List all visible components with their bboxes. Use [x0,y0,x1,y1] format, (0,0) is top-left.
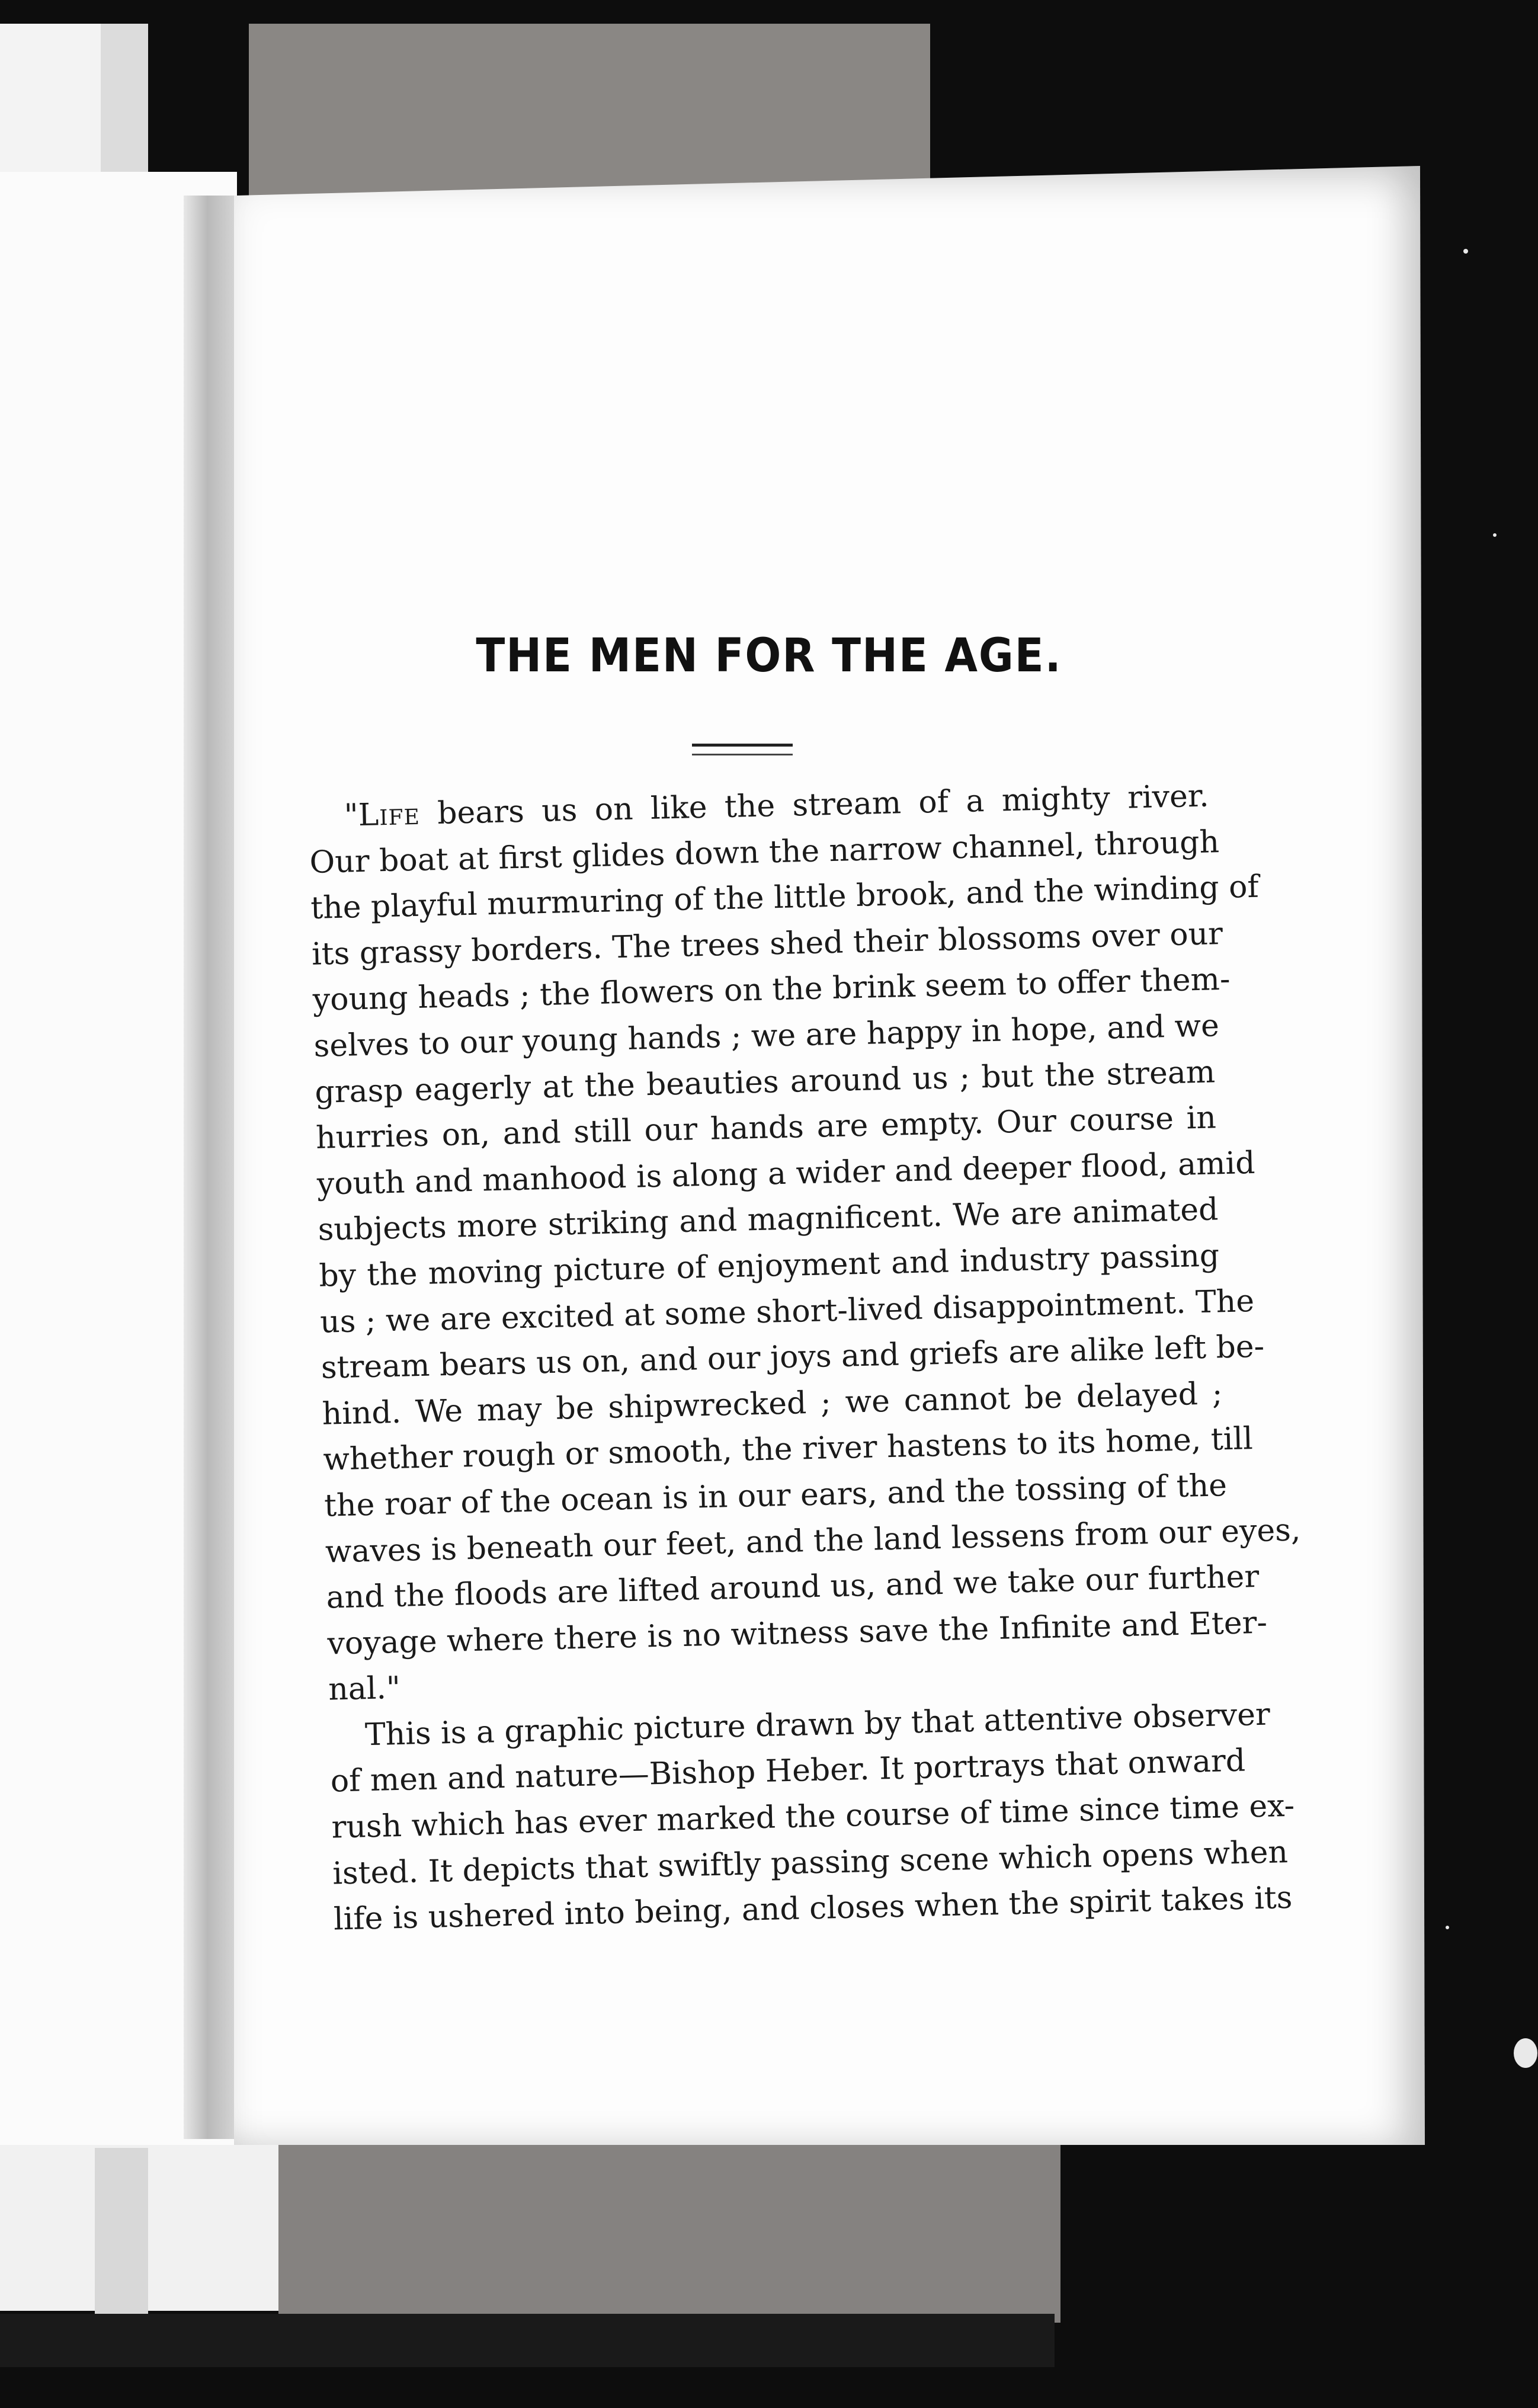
opening-quote: " [344,798,359,834]
bottom-dark-band [0,2314,1055,2367]
text-line: nal." [328,1670,401,1708]
text-line: Our boat at first glides down the narrow channel, through [309,824,1220,880]
chapter-title: THE MEN FOR THE AGE. [476,629,1062,683]
text-line: young heads ; the flowers on the brink seem to offer them- [312,962,1231,1019]
text-line: waves is beneath our feet, and the land lessens from our eyes, [325,1512,1301,1570]
text-line: rush which has ever marked the course of time since time ex- [331,1788,1295,1846]
backing-board-top [249,24,930,201]
text-line: stream bears us on, and our joys and griefs are alike left be- [321,1328,1265,1386]
text-line: youth and manhood is along a wider and deeper flood, amid [316,1145,1256,1202]
text-line: grasp eagerly at the beauties around us ; but the stream [314,1054,1216,1110]
paragraph-1 [309,819,1301,1713]
text-line: hind. We may be shipwrecked ; we cannot be delayed ; [322,1375,1223,1432]
drop-word: Life [358,796,421,834]
dust-speck [1493,533,1497,537]
page-body [308,774,1301,1943]
text-line: isted. It depicts that swiftly passing scene which opens when [332,1834,1289,1892]
text-line: us ; we are excited at some short-lived disappointment. The [319,1283,1255,1340]
dust-speck [1463,249,1468,254]
text-line: the playful murmuring of the little brook, and the winding of [310,869,1260,927]
title-rule [692,744,793,755]
text-line: voyage where there is no witness save the Infinite and Eter- [326,1605,1268,1662]
backing-board-bottom [278,2145,1060,2323]
text-line: life is ushered into being, and closes when the spirit takes its [333,1880,1293,1938]
left-page-strip-bottom [95,2148,148,2314]
book-gutter-fold [184,196,237,2139]
text-line: the roar of the ocean is in our ears, and the tossing of the [323,1468,1228,1524]
text-line: its grassy borders. The trees shed their blossoms over our [311,915,1223,972]
left-page-strip-top [101,24,148,184]
text-line: by the moving picture of enjoyment and industry passing [318,1238,1220,1294]
text-line: whether rough or smooth, the river hastens to its home, till [322,1421,1254,1478]
text-line: hurries on, and still our hands are empty. Our course in [315,1100,1217,1156]
dust-speck [1446,1926,1449,1929]
first-line-rest: bears us on like the stream of a mighty river. [419,778,1210,832]
text-line: selves to our young hands ; we are happy in hope, and we [313,1008,1220,1064]
text-line: and the floods are lifted around us, and we take our further [326,1559,1260,1616]
dust-speck [1514,2038,1537,2068]
text-line: This is a graphic picture drawn by that attentive observer [364,1696,1271,1753]
paragraph-2 [329,1693,1295,1943]
text-line: subjects more striking and magnificent. We are animated [318,1192,1219,1248]
text-line: of men and nature—Bishop Heber. It portrays that onward [330,1743,1246,1800]
